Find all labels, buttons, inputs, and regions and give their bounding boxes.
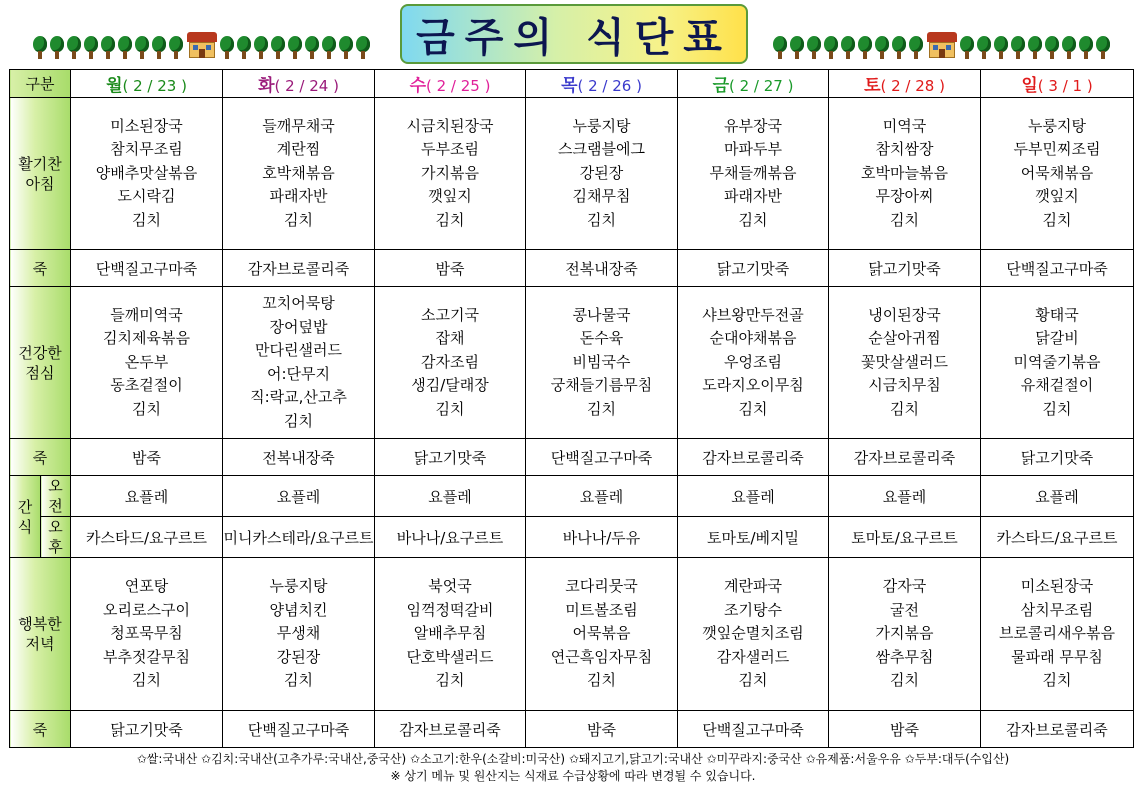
- menu-item: 어묵채볶음: [1020, 163, 1094, 182]
- dinner-porridge-cell: 단백질고구마죽: [223, 711, 375, 748]
- menu-item: 김치: [435, 399, 465, 418]
- menu-item: 도라지오이무침: [702, 376, 804, 395]
- breakfast-cell: [375, 98, 526, 250]
- tree-icon: [304, 36, 320, 60]
- snack-pm-cell: 미니카스테라/요구르트: [223, 517, 375, 558]
- menu-item: 누룽지탕: [269, 577, 328, 596]
- dinner-porridge-cell: 감자브로콜리죽: [375, 711, 526, 748]
- lunch-porridge-cell: 단백질고구마죽: [526, 439, 678, 476]
- day-date: ( 2 / 27 ): [729, 77, 794, 95]
- breakfast-porridge-cell: 단백질고구마죽: [71, 250, 223, 287]
- snack-label-line: 식: [17, 517, 33, 536]
- house-icon: [187, 30, 217, 60]
- menu-item: 삼치무조림: [1020, 600, 1094, 619]
- tree-icon: [236, 36, 252, 60]
- tree-icon: [355, 36, 371, 60]
- tree-icon: [857, 36, 873, 60]
- menu-item: 잡채: [435, 329, 465, 348]
- menu-item: 궁채들기름무침: [550, 376, 653, 395]
- tree-icon: [338, 36, 354, 60]
- menu-item: 김치: [284, 671, 313, 690]
- menu-item: 김치: [890, 671, 919, 690]
- menu-item: 김치: [132, 671, 161, 690]
- day-header: [829, 70, 981, 98]
- tree-icon: [1044, 36, 1060, 60]
- dinner-label: [10, 558, 71, 711]
- menu-item: 미역국: [882, 116, 927, 135]
- tree-icon: [993, 36, 1009, 60]
- menu-item: 계란찜: [276, 140, 321, 159]
- day-date: ( 3 / 1 ): [1037, 77, 1093, 95]
- menu-item: 김치: [435, 210, 465, 229]
- menu-item: 김치: [587, 399, 616, 418]
- tree-icon: [840, 36, 856, 60]
- menu-item: 꼬치어묵탕: [262, 294, 335, 312]
- lunch-cell: [678, 287, 829, 439]
- menu-item: 콩나물국: [572, 305, 631, 324]
- menu-item: 김채무침: [572, 187, 631, 206]
- menu-item: 어묵볶음: [572, 624, 631, 643]
- menu-item: 유채겉절이: [1020, 376, 1094, 395]
- tree-icon: [874, 36, 890, 60]
- lunch-cell: [71, 287, 223, 439]
- menu-item: 강된장: [579, 163, 624, 182]
- tree-icon: [772, 36, 788, 60]
- dinner-porridge-cell: 단백질고구마죽: [678, 711, 829, 748]
- snack-am-cell: 요플레: [223, 476, 375, 517]
- menu-item: 청포묵무침: [110, 624, 183, 643]
- menu-item: 꽃맛살샐러드: [861, 352, 948, 371]
- menu-item: 순살아귀찜: [868, 329, 941, 348]
- menu-item: 참치쌈장: [875, 140, 934, 159]
- day-date: ( 2 / 28 ): [880, 77, 945, 95]
- menu-item: 황태국: [1035, 305, 1079, 324]
- lunch-porridge-cell: 전복내장죽: [223, 439, 375, 476]
- menu-item: 냉이된장국: [868, 305, 941, 324]
- header-label: 구분: [10, 70, 71, 98]
- menu-item: 쌈추무침: [875, 647, 934, 666]
- tree-icon: [270, 36, 286, 60]
- menu-item: 계란파국: [724, 577, 782, 596]
- tree-icon: [253, 36, 269, 60]
- menu-item: 동초겉절이: [110, 376, 183, 395]
- menu-item: 오리로스구이: [103, 600, 190, 619]
- menu-item: 감자샐러드: [716, 647, 790, 666]
- menu-item: 미역줄기볶음: [1013, 352, 1101, 371]
- dinner-label-line: 저녁: [25, 635, 55, 653]
- breakfast-label: [10, 98, 71, 250]
- snack-am-cell: 요플레: [526, 476, 678, 517]
- lunch-label: [10, 287, 71, 439]
- menu-item: 감자국: [882, 577, 927, 596]
- menu-item: 온두부: [124, 352, 169, 371]
- menu-item: 김치: [435, 671, 465, 690]
- menu-item: 들깨미역국: [110, 305, 183, 324]
- tree-row-left: [32, 34, 372, 60]
- tree-icon: [66, 36, 82, 60]
- menu-item: 돈수육: [579, 329, 624, 348]
- breakfast-cell: [223, 98, 375, 250]
- menu-item: 조기탕수: [724, 600, 782, 619]
- menu-item: 마파두부: [724, 140, 782, 159]
- menu-item: 물파래 무무침: [1011, 647, 1103, 666]
- breakfast-cell: [71, 98, 223, 250]
- day-header: [981, 70, 1134, 98]
- snack-am-label-line: 전: [48, 497, 63, 515]
- snack-pm-cell: 토마토/요구르트: [829, 517, 981, 558]
- menu-item: 시금치된장국: [406, 116, 494, 135]
- breakfast-row: [10, 98, 1134, 250]
- menu-item: 김치: [738, 210, 768, 229]
- snack-am-cell: 요플레: [981, 476, 1134, 517]
- dinner-porridge-row: [10, 711, 1134, 748]
- dinner-porridge-cell: 닭고기맛죽: [71, 711, 223, 748]
- dinner-cell: [678, 558, 829, 711]
- day-name: 수: [409, 76, 426, 96]
- breakfast-porridge-cell: 닭고기맛죽: [829, 250, 981, 287]
- breakfast-porridge-cell: 전복내장죽: [526, 250, 678, 287]
- day-name: 월: [106, 76, 123, 96]
- snack-am-row: [10, 476, 1134, 517]
- day-header: [678, 70, 829, 98]
- snack-am-label-line: 오: [48, 477, 63, 495]
- tree-icon: [151, 36, 167, 60]
- tree-icon: [1027, 36, 1043, 60]
- menu-item: 김치: [132, 399, 161, 418]
- menu-item: 양념치킨: [269, 600, 328, 619]
- tree-icon: [321, 36, 337, 60]
- menu-item: 감자조림: [421, 352, 479, 371]
- tree-icon: [32, 36, 48, 60]
- menu-item: 김치: [1042, 399, 1072, 418]
- breakfast-porridge-label: 죽: [10, 250, 71, 287]
- menu-item: 김치: [1042, 210, 1072, 229]
- menu-item: 누룽지탕: [1028, 116, 1086, 135]
- snack-am-cell: 요플레: [71, 476, 223, 517]
- menu-item: 알배추무침: [413, 624, 487, 643]
- tree-icon: [959, 36, 975, 60]
- dinner-label-line: 행복한: [18, 615, 62, 633]
- tree-icon: [891, 36, 907, 60]
- tree-icon: [100, 36, 116, 60]
- menu-item: 가지볶음: [421, 163, 479, 182]
- tree-icon: [908, 36, 924, 60]
- breakfast-cell: [829, 98, 981, 250]
- breakfast-label-line: 활기찬: [18, 154, 62, 173]
- tree-icon: [83, 36, 99, 60]
- menu-item: 강된장: [276, 647, 321, 666]
- snack-pm-row: [10, 517, 1134, 558]
- dinner-cell: [526, 558, 678, 711]
- lunch-row: [10, 287, 1134, 439]
- tree-icon: [1095, 36, 1111, 60]
- day-name: 화: [258, 76, 275, 96]
- menu-item: 김치: [587, 671, 616, 690]
- tree-icon: [219, 36, 235, 60]
- dinner-porridge-cell: 감자브로콜리죽: [981, 711, 1134, 748]
- snack-pm-label: [41, 517, 71, 558]
- dinner-porridge-label: 죽: [10, 711, 71, 748]
- day-name: 일: [1021, 76, 1038, 96]
- lunch-cell: [829, 287, 981, 439]
- house-icon: [927, 30, 957, 60]
- dinner-cell: [981, 558, 1134, 711]
- menu-item: 스크램블에그: [558, 140, 645, 159]
- menu-item: 임꺽정떡갈비: [406, 600, 494, 619]
- footer-note: ※ 상기 메뉴 및 원산지는 식재료 수급상황에 따라 변경될 수 있습니다.: [390, 769, 756, 783]
- menu-item: 부추젓갈무침: [103, 647, 190, 666]
- menu-item: 김치: [738, 399, 768, 418]
- dinner-porridge-cell: 밤죽: [526, 711, 678, 748]
- menu-item: 김치: [890, 210, 919, 229]
- menu-item: 양배추맛살볶음: [95, 163, 198, 182]
- menu-item: 만다린샐러드: [255, 341, 342, 359]
- footer-origin: ✩쌀:국내산 ✩김치:국내산(고추가루:국내산,중국산) ✩소고기:한우(소갈비:미국산) ✩돼지고기,닭고기:국내산 ✩미꾸라지:중국산 ✩유제품:서울우유 ✩두부:대두(수입산): [136, 752, 1010, 766]
- menu-item: 호박채볶음: [262, 163, 335, 182]
- snack-am-cell: 요플레: [678, 476, 829, 517]
- menu-item: 깻잎지: [428, 187, 472, 206]
- snack-pm-label-line: 오: [48, 518, 63, 536]
- menu-item: 닭갈비: [1035, 329, 1079, 348]
- day-date: ( 2 / 25 ): [426, 77, 491, 95]
- breakfast-porridge-cell: 밤죽: [375, 250, 526, 287]
- menu-item: 김치: [1042, 671, 1072, 690]
- snack-pm-cell: 바나나/두유: [526, 517, 678, 558]
- page-header: [0, 0, 1146, 68]
- breakfast-label-line: 아침: [25, 174, 55, 193]
- menu-item: 참치무조림: [110, 140, 183, 159]
- lunch-porridge-row: [10, 439, 1134, 476]
- tree-icon: [287, 36, 303, 60]
- tree-icon: [1061, 36, 1077, 60]
- menu-item: 김치: [132, 210, 161, 229]
- menu-item: 코다리뭇국: [565, 577, 638, 596]
- tree-icon: [1078, 36, 1094, 60]
- day-name: 목: [561, 76, 578, 96]
- page-title: 금주의 식단표: [400, 4, 748, 64]
- lunch-label-line: 건강한: [18, 343, 62, 362]
- dinner-cell: [71, 558, 223, 711]
- tree-icon: [806, 36, 822, 60]
- dinner-row: [10, 558, 1134, 711]
- lunch-cell: [223, 287, 375, 439]
- menu-item: 미트볼조림: [565, 600, 638, 619]
- menu-item: 굴전: [890, 600, 919, 619]
- breakfast-porridge-row: [10, 250, 1134, 287]
- dinner-porridge-cell: 밤죽: [829, 711, 981, 748]
- lunch-cell: [981, 287, 1134, 439]
- menu-item: 호박마늘볶음: [861, 163, 948, 182]
- day-date: ( 2 / 24 ): [274, 77, 339, 95]
- menu-item: 생김/달래장: [411, 376, 489, 395]
- menu-item: 시금치무침: [868, 376, 941, 395]
- tree-icon: [49, 36, 65, 60]
- day-date: ( 2 / 23 ): [122, 77, 187, 95]
- menu-item: 무장아찌: [875, 187, 934, 206]
- snack-label: [10, 476, 41, 558]
- menu-item: 들깨무채국: [262, 116, 335, 135]
- snack-am-cell: 요플레: [829, 476, 981, 517]
- menu-item: 미소된장국: [1020, 577, 1094, 596]
- lunch-cell: [375, 287, 526, 439]
- menu-item: 김치: [284, 411, 313, 430]
- menu-item: 어:단무지: [267, 364, 331, 383]
- menu-item: 단호박샐러드: [406, 647, 494, 666]
- snack-label-line: 간: [17, 497, 33, 516]
- snack-pm-cell: 카스타드/요구르트: [71, 517, 223, 558]
- day-name: 토: [864, 76, 881, 96]
- dinner-cell: [375, 558, 526, 711]
- tree-icon: [168, 36, 184, 60]
- lunch-porridge-cell: 감자브로콜리죽: [678, 439, 829, 476]
- breakfast-porridge-cell: 감자브로콜리죽: [223, 250, 375, 287]
- menu-item: 깻잎순멸치조림: [702, 624, 804, 643]
- menu-item: 깻잎지: [1035, 187, 1079, 206]
- tree-icon: [117, 36, 133, 60]
- menu-item: 누룽지탕: [572, 116, 631, 135]
- menu-item: 가지볶음: [875, 624, 934, 643]
- menu-item: 김치제육볶음: [103, 329, 190, 348]
- snack-pm-cell: 바나나/요구르트: [375, 517, 526, 558]
- tree-icon: [789, 36, 805, 60]
- dinner-cell: [223, 558, 375, 711]
- menu-item: 파래자반: [269, 187, 328, 206]
- lunch-porridge-cell: 밤죽: [71, 439, 223, 476]
- menu-item: 김치: [890, 399, 919, 418]
- snack-pm-cell: 카스타드/요구르트: [981, 517, 1134, 558]
- tree-icon: [134, 36, 150, 60]
- menu-item: 도시락김: [117, 187, 176, 206]
- tree-row-right: [772, 34, 1112, 60]
- menu-item: 김치: [738, 671, 768, 690]
- snack-am-cell: 요플레: [375, 476, 526, 517]
- menu-item: 미소된장국: [110, 116, 183, 135]
- menu-item: 김치: [284, 210, 313, 229]
- menu-item: 순대야채볶음: [709, 329, 797, 348]
- menu-item: 연포탕: [124, 577, 169, 596]
- menu-item: 소고기국: [421, 305, 479, 324]
- menu-item: 직:락교,산고추: [250, 388, 347, 406]
- tree-icon: [823, 36, 839, 60]
- tree-icon: [976, 36, 992, 60]
- snack-pm-label-line: 후: [48, 538, 63, 556]
- lunch-cell: [526, 287, 678, 439]
- day-header: [223, 70, 375, 98]
- breakfast-porridge-cell: 단백질고구마죽: [981, 250, 1134, 287]
- day-header-row: [10, 70, 1134, 98]
- menu-item: 비빔국수: [572, 352, 631, 371]
- lunch-porridge-cell: 닭고기맛죽: [375, 439, 526, 476]
- menu-item: 김치: [587, 210, 616, 229]
- menu-item: 유부장국: [724, 116, 782, 135]
- breakfast-cell: [526, 98, 678, 250]
- menu-item: 샤브왕만두전골: [702, 305, 804, 324]
- breakfast-porridge-cell: 닭고기맛죽: [678, 250, 829, 287]
- day-name: 금: [712, 76, 729, 96]
- lunch-porridge-label: 죽: [10, 439, 71, 476]
- menu-item: 우엉조림: [724, 352, 782, 371]
- dinner-cell: [829, 558, 981, 711]
- snack-am-label: [41, 476, 71, 517]
- menu-item: 두부민찌조림: [1013, 140, 1101, 159]
- menu-item: 장어덮밥: [269, 317, 328, 336]
- tree-icon: [1010, 36, 1026, 60]
- menu-item: 브로콜리새우볶음: [999, 624, 1115, 643]
- lunch-label-line: 점심: [25, 363, 55, 382]
- menu-item: 북엇국: [428, 577, 472, 596]
- day-header: [71, 70, 223, 98]
- menu-item: 무채들깨볶음: [709, 163, 797, 182]
- snack-pm-cell: 토마토/베지밀: [678, 517, 829, 558]
- breakfast-cell: [981, 98, 1134, 250]
- day-header: [375, 70, 526, 98]
- day-date: ( 2 / 26 ): [577, 77, 642, 95]
- lunch-porridge-cell: 감자브로콜리죽: [829, 439, 981, 476]
- menu-item: 두부조림: [421, 140, 479, 159]
- breakfast-cell: [678, 98, 829, 250]
- lunch-porridge-cell: 닭고기맛죽: [981, 439, 1134, 476]
- day-header: [526, 70, 678, 98]
- menu-item: 연근흑임자무침: [550, 647, 653, 666]
- menu-item: 파래자반: [724, 187, 782, 206]
- menu-item: 무생채: [276, 624, 321, 643]
- menu-table: [9, 69, 1134, 748]
